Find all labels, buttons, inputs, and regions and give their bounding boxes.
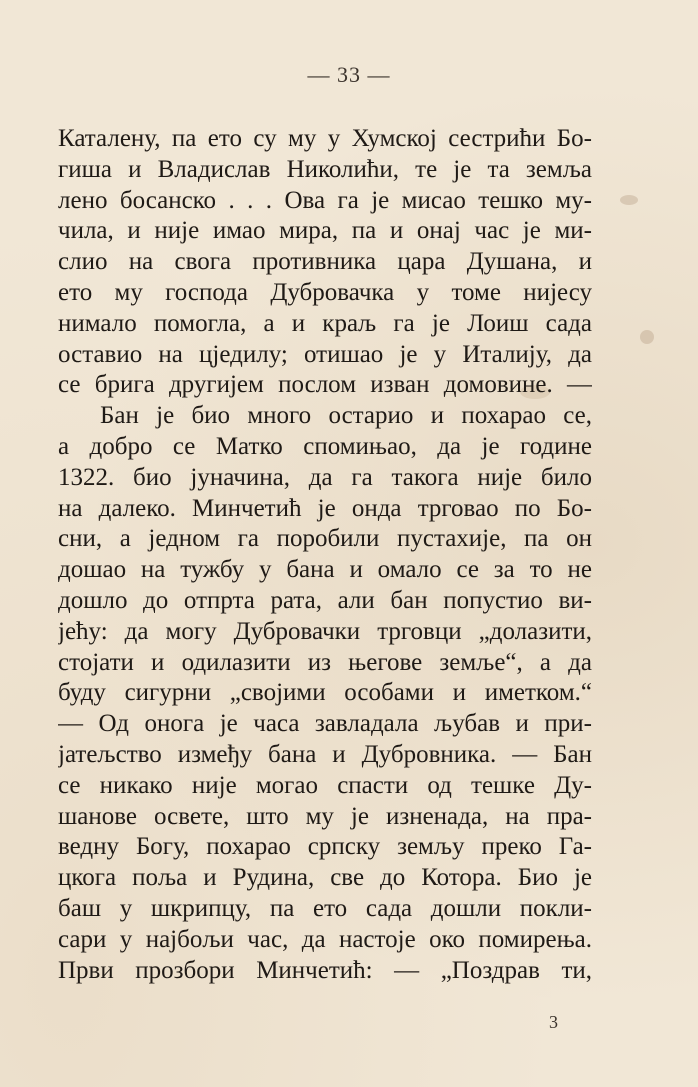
text-line: дошло до отпрта рата, али бан попустио ви-: [58, 586, 592, 614]
text-line: оставио на цједилу; отишао је у Италију, да: [58, 340, 592, 368]
text-line: баш у шкрипцу, па ето сада дошли покли-: [58, 894, 592, 922]
text-line: лено босанско . . . Ова га је мисао тешко му-: [58, 186, 592, 214]
text-line: 1322. био јуначина, да га такога није било: [58, 463, 592, 491]
paper-stain: [620, 195, 638, 205]
text-line: цкога поља и Рудина, све до Котора. Био је: [58, 864, 592, 892]
text-line: Бан је био много остарио и похарао се,: [100, 402, 592, 430]
text-line: — Од онога је часа завладала љубав и при-: [58, 710, 592, 738]
text-line: нимало помогла, а и краљ га је Лоиш сада: [58, 309, 592, 337]
text-line: гиша и Владислав Николићи, те је та земља: [58, 155, 592, 183]
signature-mark: 3: [549, 1012, 558, 1032]
text-line: Први прозбори Минчетић: — „Поздрав ти,: [58, 956, 592, 984]
text-line: јећу: да могу Дубровачки трговци „долазити,: [58, 617, 592, 645]
body-text: [58, 124, 592, 986]
text-line: се никако није могао спасти од тешке Ду-: [58, 771, 592, 799]
text-line: чила, и није имао мира, па и онај час је ми-: [58, 217, 592, 245]
text-line: јатељство између бана и Дубровника. — Бан: [58, 740, 592, 768]
text-line: ведну Богу, похарао српску земљу преко Га-: [58, 833, 592, 861]
text-line: дошао на тужбу у бана и омало се за то не: [58, 556, 592, 584]
text-line: ето му господа Дубровачка у томе нијесу: [58, 278, 592, 306]
paper-stain: [640, 330, 654, 344]
text-line: сни, а једном га поробили пустахије, па он: [58, 525, 592, 553]
text-line: Каталену, па ето су му у Хумској сестрићи Бо-: [58, 125, 592, 152]
text-line: стојати и одилазити из његове земље“, а да: [58, 648, 592, 676]
text-line: буду сигурни „својими особами и иметком.“: [58, 679, 592, 707]
text-line: се брига другијем послом изван домовине. —: [58, 371, 592, 399]
page-number: — 33 —: [307, 62, 391, 87]
text-line: шанове освете, што му је изненада, на пра-: [58, 802, 592, 830]
text-line: слио на свога противника цара Душана, и: [58, 248, 592, 276]
text-line: сари у најбољи час, да настоје око помирења.: [58, 925, 592, 953]
text-line: на далеко. Минчетић је онда трговао по Бо-: [58, 494, 592, 522]
text-line: а добро се Матко спомињао, да је године: [58, 432, 592, 460]
